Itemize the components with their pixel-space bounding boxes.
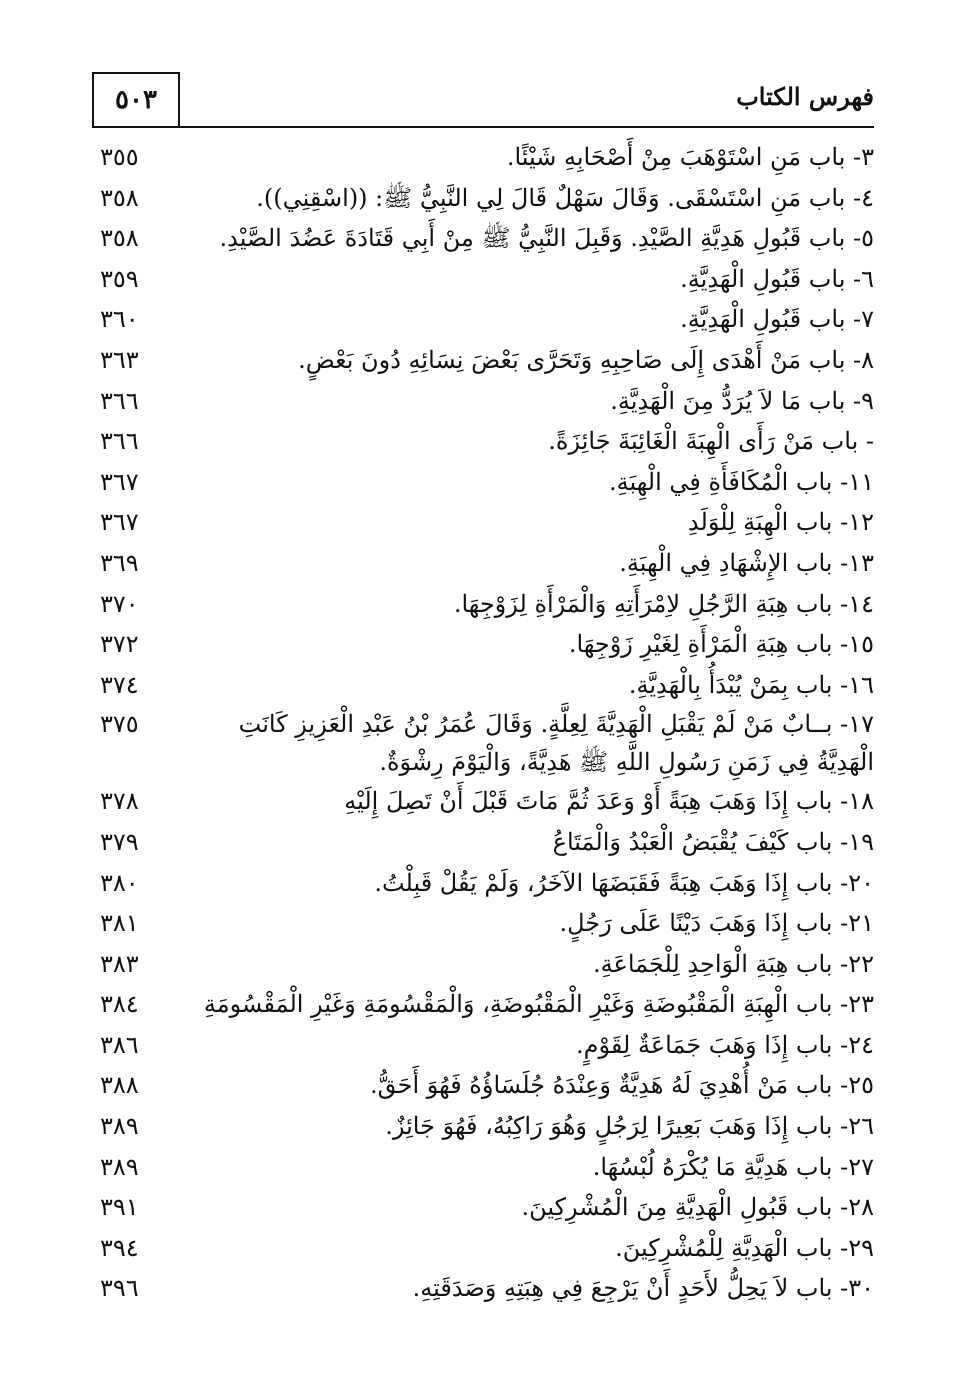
toc-entry (100, 781, 874, 822)
toc-entry-title: ٢٤- باب إِذَا وَهَبَ جَمَاعَةٌ لِقَوْمٍ. (575, 1030, 874, 1059)
page-number-box (92, 72, 180, 126)
toc-entry-title: ١٢- باب الْهِبَةِ لِلْوَلَدِ (687, 508, 874, 537)
toc-entry (100, 1268, 874, 1309)
toc-entry-page: ٣٨٩ (100, 1112, 139, 1141)
toc-entry-page: ٣٧٨ (100, 787, 139, 816)
toc-entry (100, 984, 874, 1025)
toc-entry (100, 705, 874, 781)
toc-entry-page: ٣٩٦ (100, 1274, 139, 1303)
toc-entry-title: ١٨- باب إِذَا وَهَبَ هِبَةً أَوْ وَعَدَ ثُمَّ مَاتَ قَبْلَ أَنْ تَصِلَ إِلَيْهِ (344, 787, 874, 816)
toc-entry-title: ٧- باب قَبُولِ الْهَدِيَّةِ. (680, 305, 874, 334)
toc-entry (100, 218, 874, 259)
toc-entry (100, 381, 874, 422)
toc-entry-page: ٣٦٠ (100, 305, 139, 334)
toc-entry (100, 665, 874, 706)
toc-entry-title: ٨- باب مَنْ أَهْدَى إِلَى صَاحِبِهِ وَتَحَرَّى بَعْضَ نِسَائِهِ دُونَ بَعْضٍ. (298, 345, 874, 374)
toc-entry-title: ٢٩- باب الْهَدِيَّةِ لِلْمُشْرِكِينَ. (615, 1233, 874, 1262)
toc-entry-title: ١٤- باب هِبَةِ الرَّجُلِ لاِمْرَأَتِهِ وَالْمَرْأَةِ لِزَوْجِهَا. (453, 589, 874, 618)
toc-entry (100, 1187, 874, 1228)
toc-entry (100, 624, 874, 665)
header-divider (92, 126, 874, 128)
toc-entry-page: ٣٨٦ (100, 1030, 139, 1059)
toc-entry-page: ٣٥٨ (100, 183, 139, 212)
toc-entry-page: ٣٩٤ (100, 1233, 139, 1262)
toc-entry (100, 421, 874, 462)
toc-entry (100, 1065, 874, 1106)
toc-entry-title: ٢١- باب إِذَا وَهَبَ دَيْنًا عَلَى رَجُلٍ. (559, 909, 874, 938)
toc-entry-page: ٣٦٦ (100, 427, 139, 456)
toc-entry-page: ٣٨٨ (100, 1071, 139, 1100)
toc-entry-page: ٣٧٢ (100, 630, 139, 659)
toc-entry-title: ٢٠- باب إِذَا وَهَبَ هِبَةً فَقَبَضَهَا الآخَرُ، وَلَمْ يَقُلْ قَبِلْتُ. (374, 868, 874, 897)
toc-entry-title: ٣٠- باب لاَ يَحِلُّ لأَحَدٍ أَنْ يَرْجِعَ فِي هِبَتِهِ وَصَدَقَتِهِ. (412, 1274, 874, 1303)
toc-entry-title: ٤- باب مَنِ اسْتَسْقَى. وَقَالَ سَهْلٌ قَالَ لِي النَّبِيُّ ﷺ: ((اسْقِنِي)). (256, 183, 874, 212)
toc-entry (100, 340, 874, 381)
toc-entry-title: ٣- باب مَنِ اسْتَوْهَبَ مِنْ أَصْحَابِهِ شَيْئًا. (506, 143, 874, 171)
running-title: فهرس الكتاب (736, 82, 874, 111)
toc-entry-title: ١٧- بــابٌ مَنْ لَمْ يَقْبَلِ الْهَدِيَّةَ لِعِلَّةٍ. وَقَالَ عُمَرُ بْنُ عَبْدِ الْعَزِيزِ كَانَتِ الْهَدِيَّةُ فِي زَمَنِ رَسُولِ اللَّهِ ﷺ هَدِيَّةً، وَالْيَوْمَ رِشْوَةٌ. (238, 710, 874, 777)
toc-entry (100, 543, 874, 584)
toc-entry (100, 462, 874, 503)
toc-entry-title: ٢٦- باب إِذَا وَهَبَ بَعِيرًا لِرَجُلٍ وَهُوَ رَاكِبُهُ، فَهُوَ جَائِزٌ. (385, 1112, 874, 1141)
toc-entry-page: ٣٨٤ (100, 990, 139, 1019)
toc-entry-page: ٣٩١ (100, 1193, 139, 1222)
toc-entry-page: ٣٦٧ (100, 467, 139, 496)
page-header (92, 72, 874, 128)
toc-entry (100, 903, 874, 944)
page-number: ٥٠٣ (115, 85, 157, 115)
toc-entry-page: ٣٥٩ (100, 264, 139, 293)
toc-entry-page: ٣٦٦ (100, 386, 139, 415)
toc-entry-title: ٢٥- باب مَنْ أُهْدِيَ لَهُ هَدِيَّةٌ وَعِنْدَهُ جُلَسَاؤُهُ فَهُوَ أَحَقُّ. (369, 1071, 874, 1100)
toc-entry-page: ٣٦٩ (100, 548, 139, 577)
toc-entry-title: ١٥- باب هِبَةِ الْمَرْأَةِ لِغَيْرِ زَوْجِهَا. (568, 630, 874, 659)
toc-entry-page: ٣٦٣ (100, 345, 139, 374)
toc-entry (100, 178, 874, 219)
toc-entry (100, 944, 874, 985)
table-of-contents (100, 137, 874, 1309)
toc-entry-title: ١١- باب الْمُكَافَأَةِ فِي الْهِبَةِ. (608, 467, 874, 496)
toc-entry-page: ٣٨٣ (100, 949, 139, 978)
toc-entry-page: ٣٥٥ (100, 143, 139, 171)
toc-entry-title: ٢٣- باب الْهِبَةِ الْمَقْبُوضَةِ وَغَيْرِ الْمَقْبُوضَةِ، وَالْمَقْسُومَةِ وَغَيْرِ الْمَقْسُومَةِ (203, 990, 874, 1019)
toc-entry-page: ٣٧٠ (100, 589, 139, 618)
toc-entry-page: ٣٥٨ (100, 224, 139, 253)
toc-entry-page: ٣٧٥ (100, 710, 139, 739)
toc-entry (100, 1025, 874, 1066)
toc-entry-page: ٣٧٤ (100, 670, 139, 699)
toc-entry-title: ٩- باب مَا لاَ يُرَدُّ مِنَ الْهَدِيَّةِ. (610, 386, 874, 415)
toc-entry-title: ١٣- باب الإِشْهَادِ فِي الْهِبَةِ. (619, 548, 874, 577)
toc-entry (100, 502, 874, 543)
toc-entry-page: ٣٨٠ (100, 868, 139, 897)
toc-entry (100, 1106, 874, 1147)
toc-entry-title: ٢٢- باب هِبَةِ الْوَاحِدِ لِلْجَمَاعَةِ. (593, 949, 874, 978)
toc-entry (100, 259, 874, 300)
toc-entry-page: ٣٦٧ (100, 508, 139, 537)
toc-entry (100, 299, 874, 340)
toc-entry (100, 584, 874, 625)
toc-entry-page: ٣٨١ (100, 909, 139, 938)
toc-entry-title: ٢٧- باب هَدِيَّةِ مَا يُكْرَهُ لُبْسُهَا. (592, 1152, 874, 1181)
toc-entry (100, 1147, 874, 1188)
toc-entry-title: ٢٨- باب قَبُولِ الْهَدِيَّةِ مِنَ الْمُشْرِكِينَ. (521, 1193, 874, 1222)
toc-entry (100, 1228, 874, 1269)
toc-entry-title: ٦- باب قَبُولِ الْهَدِيَّةِ. (680, 264, 874, 293)
toc-entry-page: ٣٧٩ (100, 827, 139, 856)
toc-entry-title: ١٩- باب كَيْفَ يُقْبَضُ الْعَبْدُ وَالْمَتَاعُ (552, 827, 874, 856)
toc-entry (100, 822, 874, 863)
toc-entry-page: ٣٨٩ (100, 1152, 139, 1181)
toc-entry (100, 863, 874, 904)
toc-entry-title: ١٦- باب بِمَنْ يُبْدَأُ بِالْهَدِيَّةِ. (628, 670, 874, 699)
toc-entry (100, 137, 874, 178)
toc-entry-title: ٥- باب قَبُولِ هَدِيَّةِ الصَّيْدِ. وَقَبِلَ النَّبِيُّ ﷺ مِنْ أَبِي قَتَادَةَ عَضُدَ الصَّيْدِ. (219, 224, 874, 253)
toc-entry-title: - باب مَنْ رَأَى الْهِبَةَ الْغَائِبَةَ جَائِزَةً. (548, 427, 874, 456)
